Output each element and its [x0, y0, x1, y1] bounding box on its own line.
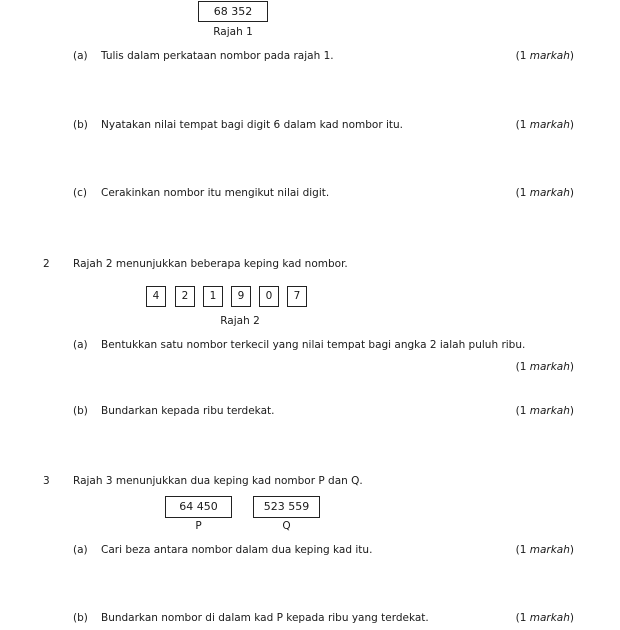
card-p — [165, 496, 232, 518]
q2b-text: Bundarkan kepada ribu terdekat. — [101, 405, 275, 417]
q3b-marks: (1 markah) — [515, 612, 574, 624]
digit-card: 0 — [259, 286, 279, 307]
rajah-2-caption: Rajah 2 — [220, 315, 260, 327]
q1c-label: (c) — [73, 187, 87, 199]
card-q — [253, 496, 320, 518]
digit-card: 1 — [203, 286, 223, 307]
q3-number: 3 — [43, 475, 50, 487]
q2a-label: (a) — [73, 339, 88, 351]
q2b-label: (b) — [73, 405, 88, 417]
q1a-label: (a) — [73, 50, 88, 62]
q2-stem: Rajah 2 menunjukkan beberapa keping kad nombor. — [73, 258, 348, 270]
q1c-text: Cerakinkan nombor itu mengikut nilai digit. — [101, 187, 330, 199]
digit-card: 4 — [146, 286, 166, 307]
digit-card: 9 — [231, 286, 251, 307]
q1a-text: Tulis dalam perkataan nombor pada rajah 1. — [101, 50, 334, 62]
rajah-1-caption: Rajah 1 — [213, 26, 253, 38]
q3a-marks: (1 markah) — [515, 544, 574, 556]
q1b-label: (b) — [73, 119, 88, 131]
rajah-1-number: 68 352 — [213, 5, 253, 18]
q3b-text: Bundarkan nombor di dalam kad P kepada ribu yang terdekat. — [101, 612, 429, 624]
q1a-marks: (1 markah) — [515, 50, 574, 62]
q1b-marks: (1 markah) — [515, 119, 574, 131]
q2a-marks: (1 markah) — [515, 361, 574, 373]
card-q-label: Q — [282, 520, 291, 532]
q1c-marks: (1 markah) — [515, 187, 574, 199]
q2a-text: Bentukkan satu nombor terkecil yang nilai tempat bagi angka 2 ialah puluh ribu. — [101, 339, 526, 351]
q3b-label: (b) — [73, 612, 88, 624]
digit-card: 2 — [175, 286, 195, 307]
q1b-text: Nyatakan nilai tempat bagi digit 6 dalam kad nombor itu. — [101, 119, 403, 131]
rajah-1-number-card — [198, 1, 268, 22]
q3a-text: Cari beza antara nombor dalam dua keping kad itu. — [101, 544, 373, 556]
q3a-label: (a) — [73, 544, 88, 556]
q2b-marks: (1 markah) — [515, 405, 574, 417]
q2-number: 2 — [43, 258, 50, 270]
q3-stem: Rajah 3 menunjukkan dua keping kad nombor P dan Q. — [73, 475, 363, 487]
card-p-value: 64 450 — [179, 500, 218, 513]
card-p-label: P — [195, 520, 202, 532]
card-q-value: 523 559 — [263, 500, 310, 513]
digit-card: 7 — [287, 286, 307, 307]
